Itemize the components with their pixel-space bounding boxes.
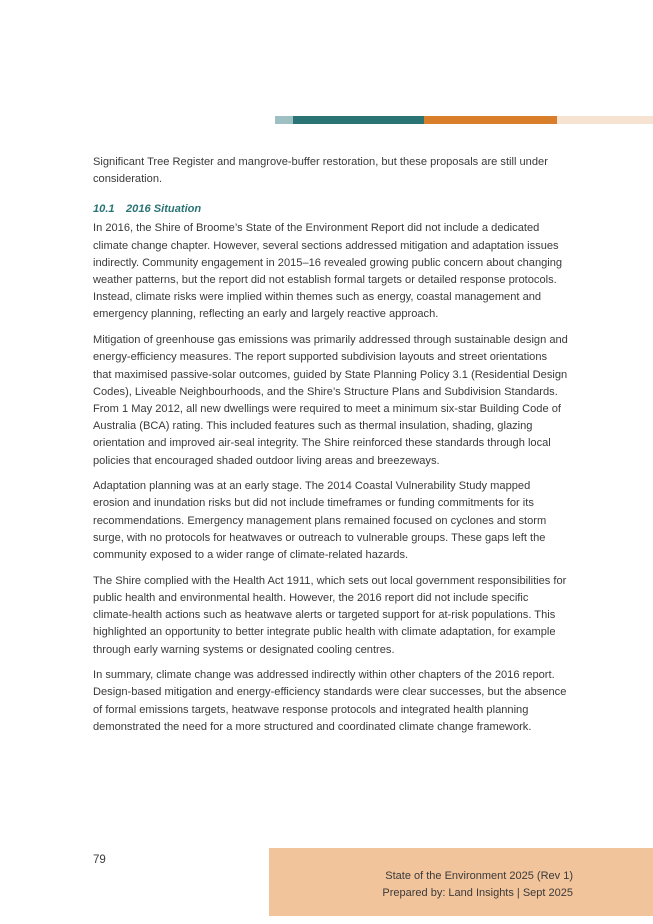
footer-box [269,848,653,916]
page-body [93,154,568,745]
color-bar-segment-cream [557,116,653,124]
footer-report-title: State of the Environment 2025 (Rev 1) [385,870,573,882]
carry-over-paragraph: Significant Tree Register and mangrove-buffer restoration, but these proposals are still under consideration. [93,156,548,186]
paragraph: In 2016, the Shire of Broome’s State of the Environment Report did not include a dedicated climate change chapter. However, several sections addressed mitigation and adaptation issues indirectly. Community engagement in 2015–16 revealed growing public concern about changing weather patterns, but the report did not establish formal targets or detailed response protocols. Instead, climate risks were implied within themes such as energy, coastal management and emergency planning, reflecting an early and largely reactive approach. [93,222,563,321]
footer-prepared-by: Prepared by: Land Insights | Sept 2025 [382,887,573,899]
section-heading [93,201,568,218]
paragraph: Mitigation of greenhouse gas emissions was primarily addressed through sustainable design and energy-efficiency measures. The report supported subdivision layouts and street orientations that maximised passive-solar outcomes, guided by State Planning Policy 3.1 (Residential Design Codes), Liveable Neighbourhoods, and the Shire’s Structure Plans and Subdivision Standards. From 1 May 2012, all new dwellings were required to meet a minimum six-star Building Code of Australia (BCA) rating. This included features such as thermal insulation, shading, glazing orientation and improved air-seal integrity. The Shire reinforced these standards through local policies that encouraged shaded outdoor living areas and breezeways. [93,334,568,467]
paragraph: Adaptation planning was at an early stage. The 2014 Coastal Vulnerability Study mapped erosion and inundation risks but did not include timeframes or funding commitments for its recommendations. Emergency management plans remained focused on cyclones and storm surge, with no protocols for heatwaves or outreach to vulnerable groups. These gaps left the community exposed to a wider range of climate-related hazards. [93,480,547,562]
paragraph: In summary, climate change was addressed indirectly within other chapters of the 2016 report. Design-based mitigation and energy-efficiency standards were clear successes, but the absence of formal emissions targets, heatwave response protocols and integrated health planning demonstrated the need for a more structured and coordinated climate change framework. [93,669,567,733]
color-bar-segment-orange [424,116,557,124]
section-number: 10.1 [93,203,115,216]
paragraph: The Shire complied with the Health Act 1911, which sets out local government responsibilities for public health and environmental health. However, the 2016 report did not include specific climate-health actions such as heatwave alerts or targeted support for at-risk populations. This highlighted an opportunity to better integrate public health with climate adaptation, for example through early warning systems or designated cooling centres. [93,574,567,656]
color-bar-segment-teal [293,116,424,124]
section-title: 2016 Situation [126,203,202,216]
footer-text [382,868,573,902]
page-number: 79 [93,854,106,866]
color-bar-segment-light-teal [275,116,293,124]
